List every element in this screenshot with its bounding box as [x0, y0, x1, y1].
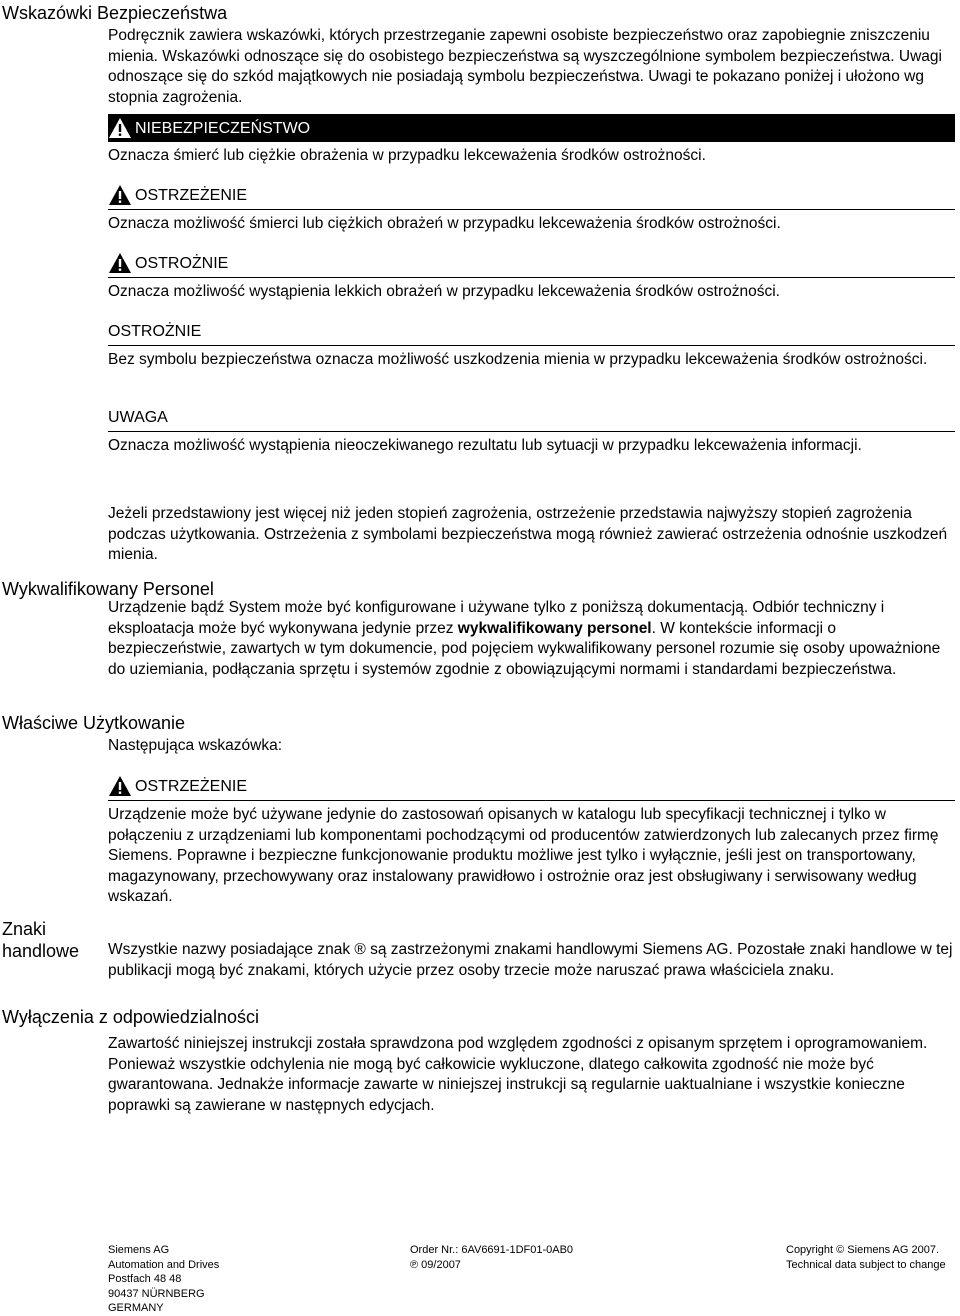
usage-heading: Właściwe Użytkowanie — [2, 713, 186, 733]
usage-warning-text: Urządzenie może być używane jedynie do zastosowań opisanych w katalogu lub specyfikacji technicznej i tylko w połączeniu z urządzeniami lub komponentami pochodzącymi od producentów zatwierdzonych lub zalecanych przez firmę Siemens. Poprawne i bezpieczne funkcjonowanie produktu możliwe jest tylko i wyłącznie, jeśli jest on transportowany, magazynowany, przechowywany oraz instalowany prawidłowo i ostrożnie oraz jest obsługiwany i serwisowany według wskazań. — [108, 806, 939, 906]
caution-bar — [108, 250, 955, 278]
footer-order — [410, 1243, 573, 1272]
disclaimer-heading: Wyłączenia z odpowiedzialności — [2, 1007, 259, 1027]
warning-triangle-icon — [108, 252, 132, 274]
usage-lead: Następująca wskazówka: — [108, 737, 283, 754]
disclaimer-paragraph: Zawartość niniejszej instrukcji została sprawdzona pod względem zgodności z opisanym sprzętem i oprogramowaniem. Ponieważ wszystkie odchylenia nie mogą być całkowicie wykluczone, dlatego całkowita zgodność nie może być gwarantowana. Jednakże informacje zawarte w niniejszej instrukcji są regularnie uaktualniane i wszystkie konieczne poprawki są zawierane w następnych edycjach. — [108, 1035, 928, 1114]
warning-label: OSTRZEŻENIE — [135, 187, 248, 204]
danger-notice — [108, 114, 955, 167]
footer-copyright-text: Copyright © Siemens AG 2007. — [786, 1244, 940, 1256]
usage-warning-label: OSTRZEŻENIE — [135, 778, 248, 795]
danger-bar — [108, 114, 955, 142]
warning-triangle-icon — [108, 775, 132, 797]
multi-level-paragraph: Jeżeli przedstawiony jest więcej niż jeden stopień zagrożenia, ostrzeżenie przedstawia najwyższy stopień zagrożenia podczas użytkowania. Ostrzeżenia z symbolami bezpieczeństwa mogą również zawierać ostrzeżenia odnośnie uszkodzeń mienia. — [108, 505, 948, 564]
notice-bar — [108, 404, 955, 432]
footer-order-number: Order Nr.: 6AV6691-1DF01-0AB0 — [410, 1244, 574, 1256]
warning-triangle-icon — [108, 184, 132, 206]
trademarks-heading-line1: Znaki — [2, 919, 47, 939]
trademarks-heading-line2: handlowe — [2, 941, 80, 961]
trademarks-paragraph: Wszystkie nazwy posiadające znak ® są zastrzeżonymi znakami handlowymi Siemens AG. Pozostałe znaki handlowe w tej publikacji mogą być znakami, których użycie przez osoby trzecie może naruszać prawa właściciela znaku. — [108, 941, 953, 979]
trademarks-heading — [2, 918, 79, 962]
usage-warning-notice — [108, 773, 955, 908]
notice-label: UWAGA — [108, 409, 168, 426]
danger-label: NIEBEZPIECZEŃSTWO — [135, 120, 311, 137]
footer-address — [108, 1243, 219, 1316]
safety-heading: Wskazówki Bezpieczeństwa — [2, 3, 228, 23]
caution-label: OSTROŻNIE — [135, 255, 229, 272]
footer-address-line: Siemens AG — [108, 1244, 170, 1256]
personnel-bold: wykwalifikowany personel — [457, 619, 652, 637]
footer-subject-text: Technical data subject to change — [786, 1258, 946, 1271]
footer-address-line: Postfach 48 48 — [108, 1273, 182, 1285]
warning-text: Oznacza możliwość śmierci lub ciężkich obrażeń w przypadku lekceważenia środków ostrożności. — [108, 215, 781, 232]
notice-notice — [108, 404, 955, 457]
warning-bar — [108, 182, 955, 210]
personnel-text-after: . W kontekście informacji o bezpieczeństwie, zawartych w tym dokumencie, pod pojęciem wykwalifikowany personel rozumie się osoby upoważnione do uziemiania, podłączania sprzętu i systemów zgodnie z obowiązującymi normami i standardami bezpieczeństwa. — [108, 619, 941, 678]
caution-property-text: Bez symbolu bezpieczeństwa oznacza możliwość uszkodzenia mienia w przypadku lekceważenia środków ostrożności. — [108, 351, 928, 368]
warning-notice — [108, 182, 955, 235]
notice-text: Oznacza możliwość wystąpienia nieoczekiwanego rezultatu lub sytuacji w przypadku lekceważenia informacji. — [108, 437, 862, 454]
personnel-paragraph — [108, 598, 953, 680]
warning-triangle-icon — [108, 117, 132, 139]
personnel-heading: Wykwalifikowany Personel — [2, 579, 214, 599]
intro-paragraph: Podręcznik zawiera wskazówki, których przestrzeganie zapewni osobiste bezpieczeństwo oraz zapobiegnie zniszczeniu mienia. Wskazówki odnoszące się do osobistego bezpieczeństwa są wyszczególnione symbolem bezpieczeństwa. Uwagi odnoszące się do szkód majątkowych nie posiadają symbolu bezpieczeństwa. Uwagi te pokazano poniżej i ułożono wg stopnia zagrożenia. — [108, 27, 942, 106]
caution-property-notice — [108, 318, 955, 371]
caution-property-label: OSTROŻNIE — [108, 323, 202, 340]
caution-text: Oznacza możliwość wystąpienia lekkich obrażeń w przypadku lekceważenia środków ostrożności. — [108, 283, 780, 300]
footer-address-line: GERMANY — [108, 1302, 164, 1314]
footer-edition: ℗ 09/2007 — [410, 1258, 461, 1271]
footer-address-line: Automation and Drives — [108, 1258, 220, 1271]
caution-notice — [108, 250, 955, 303]
danger-text: Oznacza śmierć lub ciężkie obrażenia w przypadku lekceważenia środków ostrożności. — [108, 147, 706, 164]
personnel-text-before: Urządzenie bądź System może być konfigurowane i używane tylko z poniższą dokumentacją. Odbiór techniczny i eksploatacja może być wykonywana jedynie przez — [108, 599, 885, 637]
caution-property-bar — [108, 318, 955, 346]
footer-address-line: 90437 NÜRNBERG — [108, 1287, 205, 1300]
usage-warning-bar — [108, 773, 955, 801]
footer-copyright — [786, 1243, 946, 1272]
